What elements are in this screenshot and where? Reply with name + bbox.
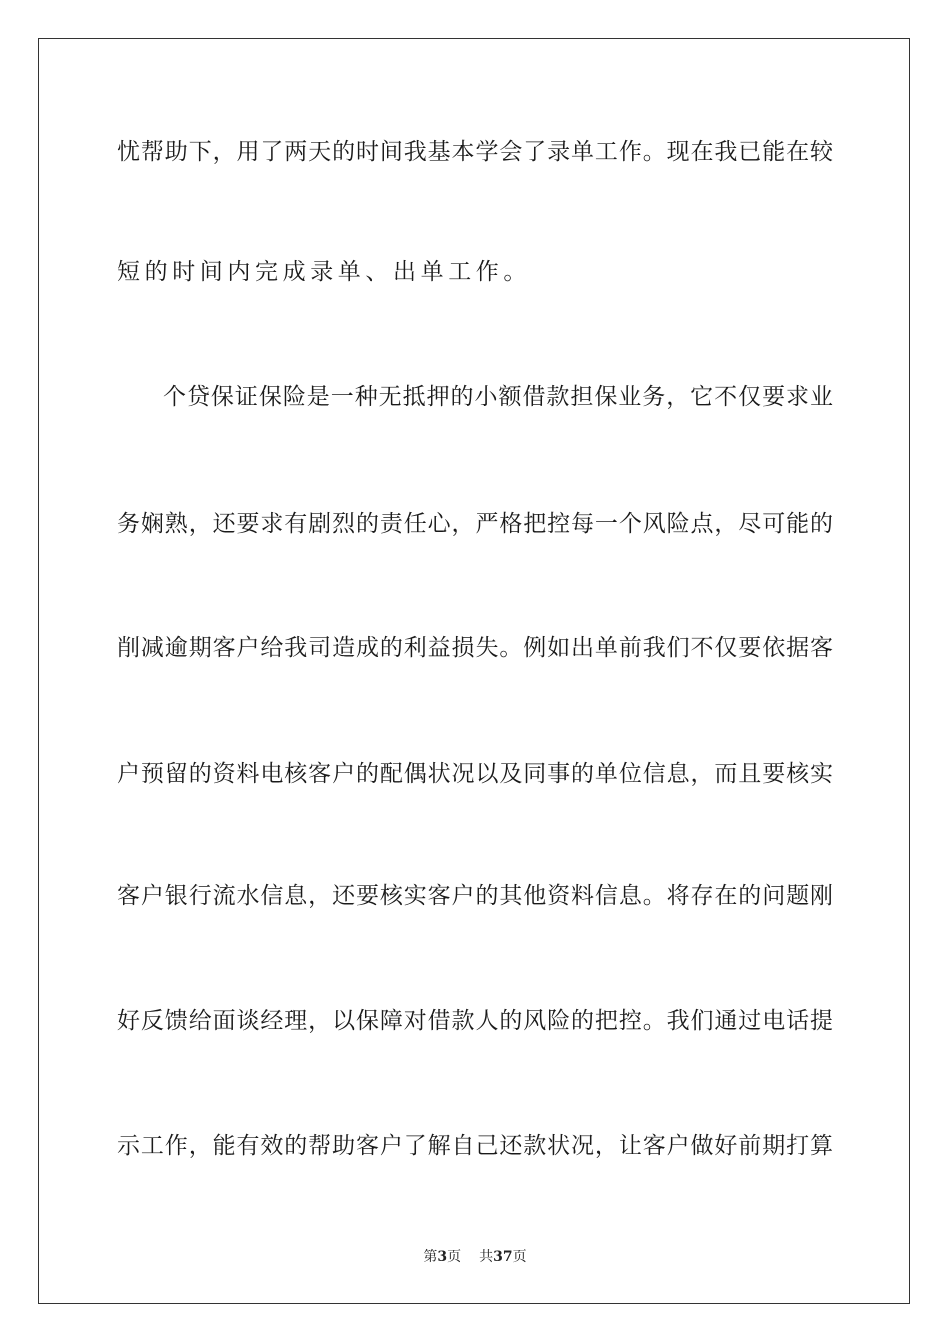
- page-prefix: 第: [423, 1249, 438, 1265]
- total-suffix: 页: [512, 1249, 527, 1265]
- page-footer: [0, 1248, 950, 1266]
- body-line-2: 短的时间内完成录单、出单工作。: [117, 259, 531, 285]
- body-line-5: 削减逾期客户给我司造成的利益损失。例如出单前我们不仅要依据客: [117, 635, 833, 661]
- body-line-3: 个贷保证保险是一种无抵押的小额借款担保业务，它不仅要求业: [163, 384, 833, 410]
- body-line-8: 好反馈给面谈经理，以保障对借款人的风险的把控。我们通过电话提: [117, 1008, 833, 1034]
- body-line-4: 务娴熟，还要求有剧烈的责任心，严格把控每一个风险点，尽可能的: [117, 511, 833, 537]
- body-line-6: 户预留的资料电核客户的配偶状况以及同事的单位信息，而且要核实: [117, 761, 833, 787]
- total-pages: 37: [493, 1249, 513, 1265]
- page-border: [38, 38, 910, 1304]
- body-line-9: 示工作，能有效的帮助客户了解自己还款状况，让客户做好前期打算: [117, 1133, 833, 1159]
- page-number: 3: [437, 1249, 448, 1265]
- page-suffix: 页: [447, 1249, 462, 1265]
- body-line-1: 忧帮助下，用了两天的时间我基本学会了录单工作。现在我已能在较: [117, 139, 833, 165]
- body-line-7: 客户银行流水信息，还要核实客户的其他资料信息。将存在的问题刚: [117, 883, 833, 909]
- total-prefix: 共: [479, 1249, 494, 1265]
